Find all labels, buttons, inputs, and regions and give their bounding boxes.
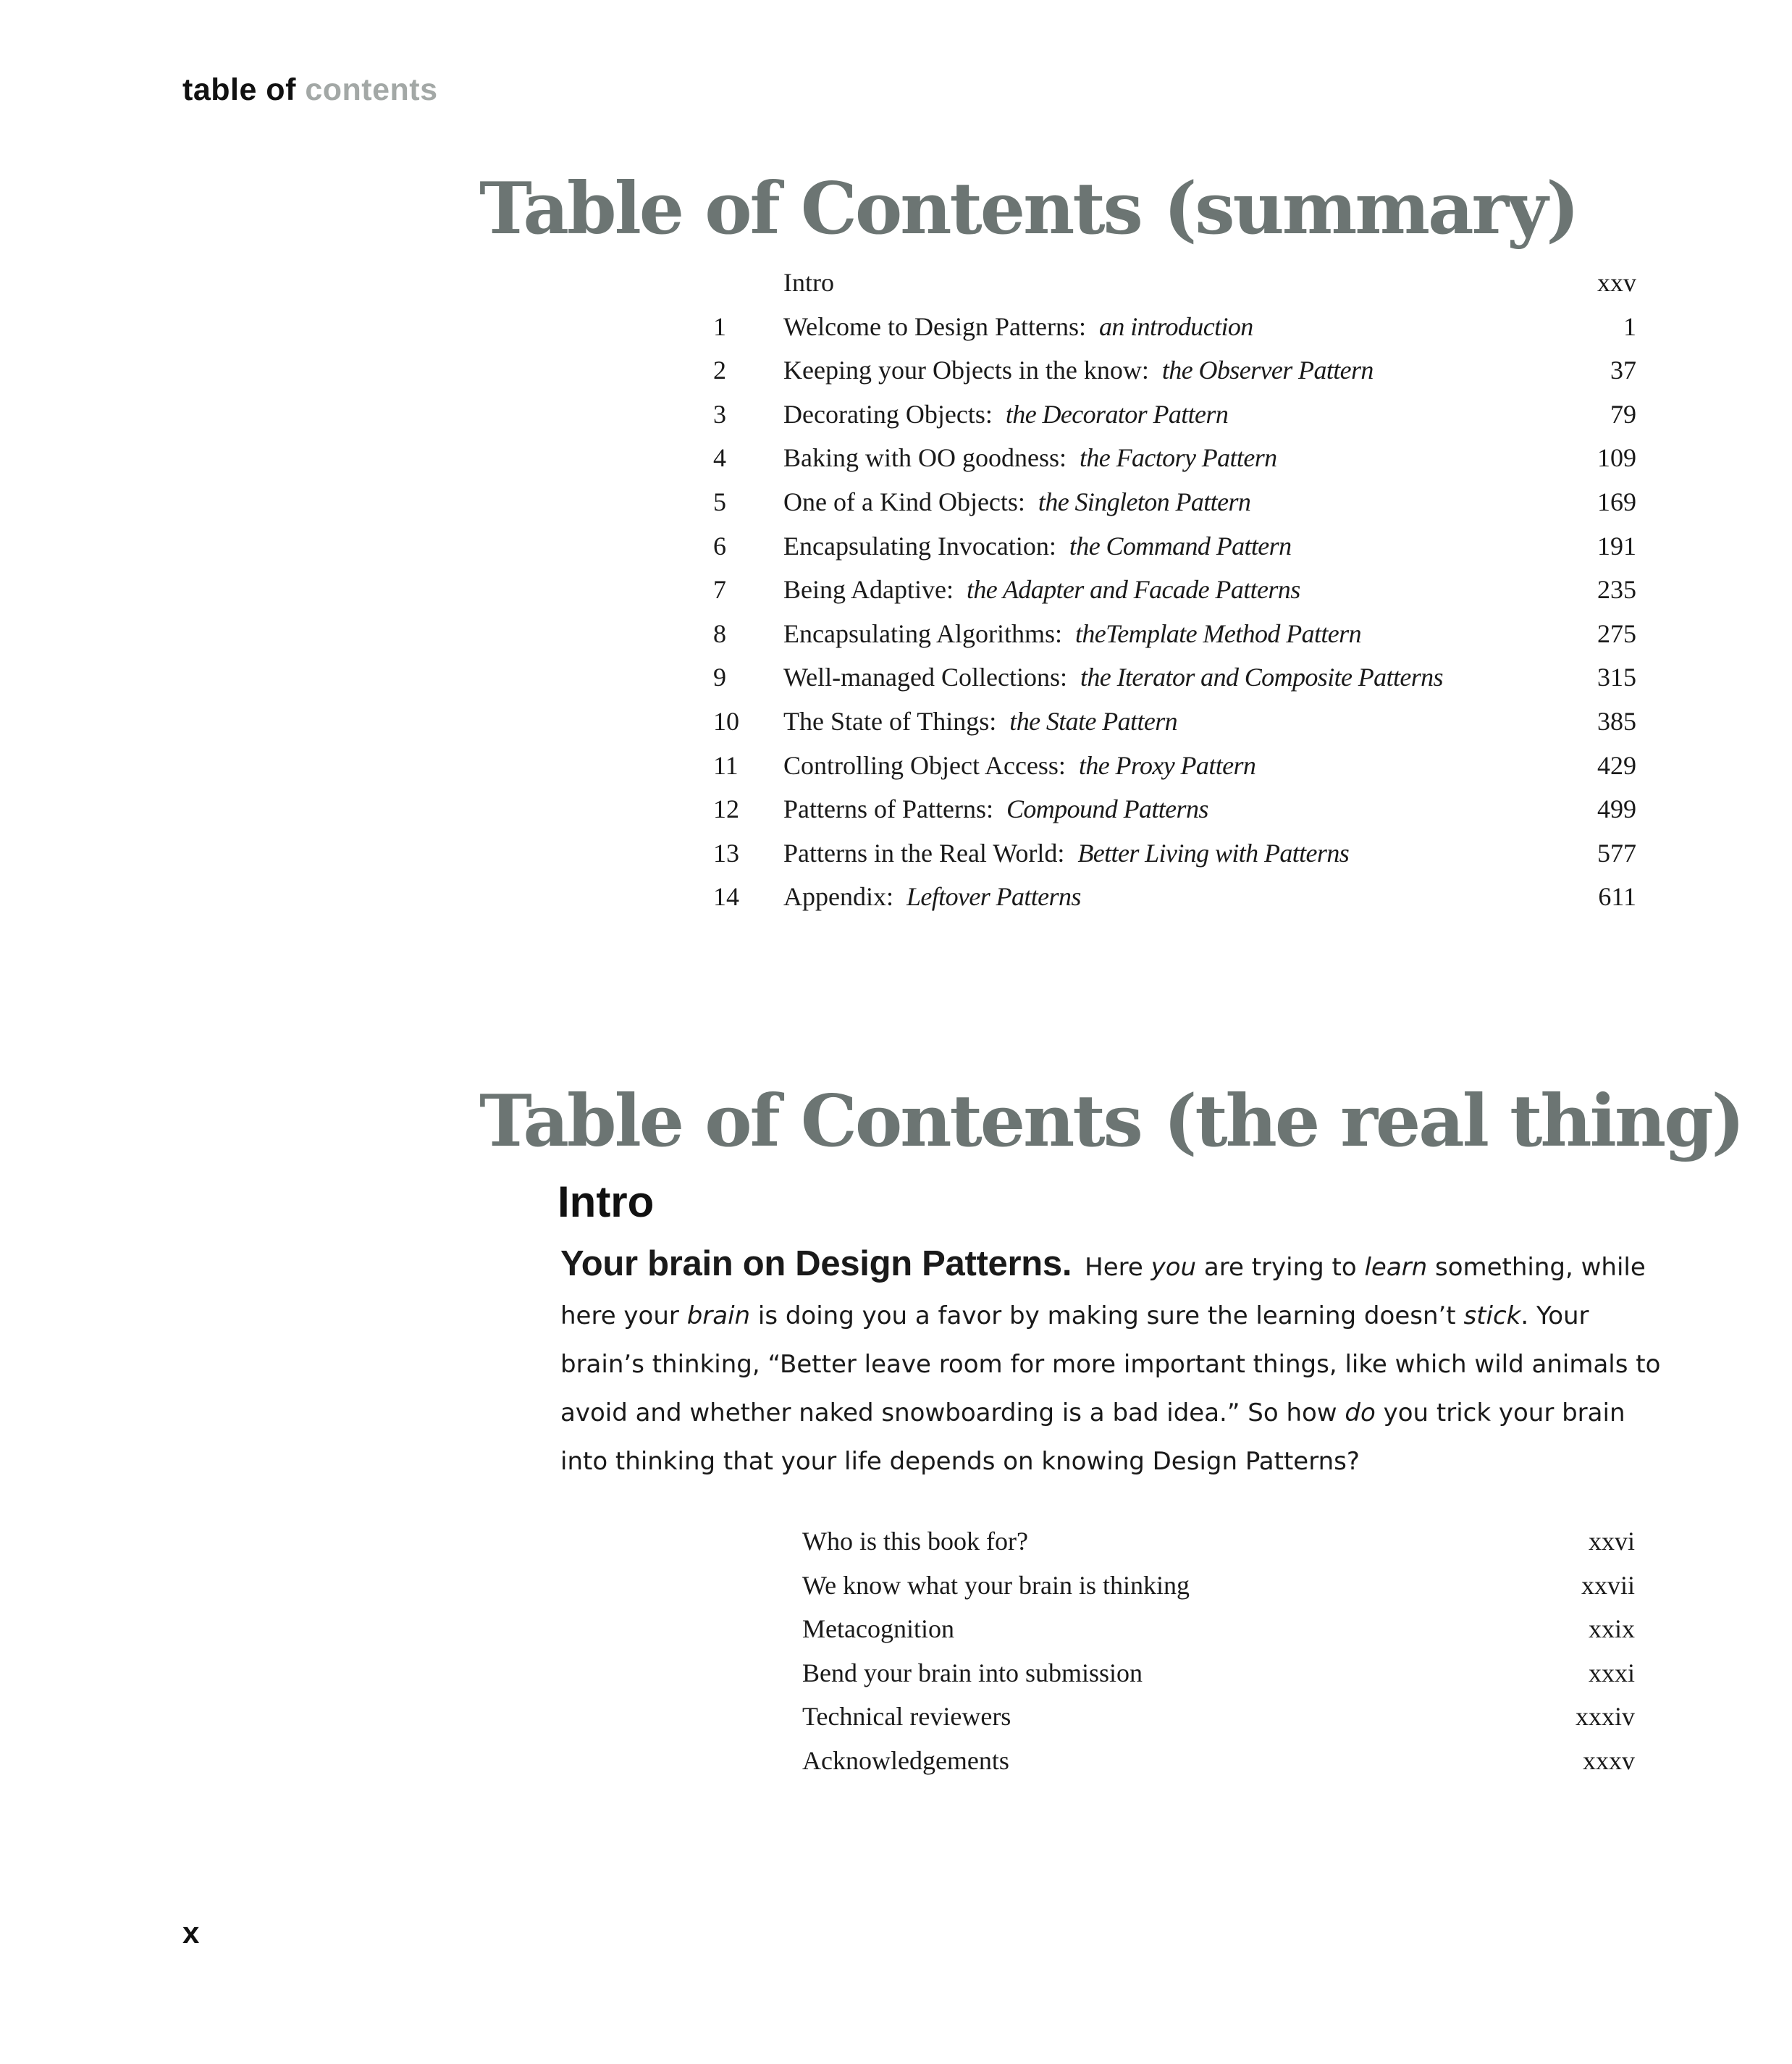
- chapter-title-text: Keeping your Objects in the know:: [783, 356, 1149, 385]
- chapter-subtitle: theTemplate Method Pattern: [1074, 618, 1361, 648]
- intro-heading: Intro: [558, 1178, 655, 1226]
- chapter-title-text: Encapsulating Invocation:: [783, 531, 1056, 561]
- chapter-title-text: The State of Things:: [783, 706, 997, 736]
- chapter-number: 5: [713, 487, 726, 516]
- page-ref: xxxv: [1583, 1745, 1635, 1775]
- chapter-title-text: One of a Kind Objects:: [783, 487, 1025, 516]
- page-ref: 169: [1597, 487, 1636, 516]
- page-ref: xxv: [1597, 268, 1636, 297]
- chapter-title: [783, 612, 1361, 655]
- toc-row: [713, 348, 1636, 393]
- page-ref: 611: [1598, 882, 1636, 912]
- chapter-number: 12: [713, 794, 739, 824]
- chapter-title-text: Appendix:: [783, 882, 893, 912]
- section-title: Acknowledgements: [802, 1745, 1009, 1775]
- section-row: [802, 1739, 1635, 1783]
- chapter-title-text: Intro: [783, 268, 834, 297]
- chapter-number: 13: [713, 838, 739, 868]
- intro-lead: Your brain on Design Patterns.: [560, 1244, 1072, 1283]
- toc-row: [713, 787, 1636, 831]
- chapter-title-text: Encapsulating Algorithms:: [783, 618, 1062, 648]
- chapter-subtitle: the Singleton Pattern: [1038, 487, 1251, 516]
- para-emphasis: learn: [1364, 1253, 1428, 1282]
- chapter-number: 11: [713, 750, 739, 780]
- chapter-subtitle: the Proxy Pattern: [1078, 750, 1256, 780]
- section-title: Metacognition: [802, 1614, 954, 1644]
- page-ref: xxvi: [1588, 1527, 1635, 1556]
- chapter-title-text: Controlling Object Access:: [783, 750, 1066, 780]
- para-emphasis: brain: [686, 1301, 751, 1330]
- chapter-title: [783, 524, 1291, 568]
- chapter-number: 8: [713, 618, 726, 648]
- para-text: . Your brain’s thinking, “Better leave room for more important things, like which wild animals to avoid and whether naked snowboarding is a bad idea.” So how: [560, 1301, 1661, 1427]
- section-row: [802, 1651, 1635, 1695]
- chapter-title-text: Patterns of Patterns:: [783, 794, 993, 824]
- chapter-title: [783, 655, 1443, 699]
- chapter-subtitle: the Adapter and Facade Patterns: [966, 575, 1300, 605]
- chapter-subtitle: the Observer Pattern: [1161, 356, 1374, 385]
- chapter-subtitle: Compound Patterns: [1006, 794, 1208, 824]
- summary-toc-list: [713, 261, 1636, 919]
- page-ref: xxxiv: [1575, 1702, 1635, 1732]
- chapter-title: [783, 348, 1374, 392]
- intro-paragraph: [560, 1240, 1661, 1486]
- chapter-number: 9: [713, 663, 726, 692]
- chapter-title: [783, 875, 1081, 918]
- page-ref: xxxi: [1588, 1658, 1635, 1687]
- chapter-number: 7: [713, 575, 726, 605]
- page-ref: 109: [1597, 443, 1636, 473]
- chapter-subtitle: the Command Pattern: [1069, 531, 1292, 561]
- page-ref: 385: [1597, 706, 1636, 736]
- chapter-number: 4: [713, 443, 726, 473]
- page-ref: 37: [1610, 356, 1636, 385]
- section-row: [802, 1564, 1635, 1608]
- page-ref: 191: [1597, 531, 1636, 561]
- toc-row: [713, 700, 1636, 744]
- running-head-first: table of: [182, 72, 296, 107]
- chapter-subtitle: an introduction: [1099, 311, 1253, 341]
- page-ref: 315: [1597, 663, 1636, 692]
- chapter-title: [783, 305, 1253, 348]
- section-row: [802, 1519, 1635, 1564]
- chapter-number: 14: [713, 882, 739, 912]
- toc-row: [713, 875, 1636, 919]
- chapter-title-text: Well-managed Collections:: [783, 663, 1067, 692]
- page-ref: 275: [1597, 618, 1636, 648]
- chapter-title: [783, 393, 1228, 436]
- para-emphasis: do: [1345, 1398, 1376, 1427]
- para-emphasis: you: [1151, 1253, 1197, 1282]
- chapter-title-text: Welcome to Design Patterns:: [783, 311, 1087, 341]
- chapter-title-text: Decorating Objects:: [783, 399, 993, 429]
- para-text: you trick your brain into thinking that your life depends on knowing Design Patterns?: [560, 1398, 1625, 1476]
- toc-row: [713, 744, 1636, 788]
- chapter-number: 3: [713, 399, 726, 429]
- chapter-title: [783, 436, 1277, 479]
- page-ref: 499: [1597, 794, 1636, 824]
- chapter-subtitle: the Decorator Pattern: [1005, 399, 1229, 429]
- chapter-number: 1: [713, 311, 726, 341]
- chapter-subtitle: the Iterator and Composite Patterns: [1080, 663, 1443, 692]
- chapter-subtitle: the Factory Pattern: [1080, 443, 1277, 473]
- section-title: Who is this book for?: [802, 1527, 1028, 1556]
- para-text: is doing you a favor by making sure the learning doesn’t: [750, 1301, 1464, 1330]
- chapter-subtitle: the State Pattern: [1009, 706, 1178, 736]
- chapter-number: 10: [713, 706, 739, 736]
- toc-row: [713, 480, 1636, 524]
- page-ref: 235: [1597, 575, 1636, 605]
- chapter-title: [783, 787, 1208, 831]
- section-title: Bend your brain into submission: [802, 1658, 1143, 1687]
- toc-row: [713, 436, 1636, 480]
- page-ref: 1: [1623, 311, 1636, 341]
- chapter-subtitle: Leftover Patterns: [906, 882, 1081, 912]
- chapter-number: 6: [713, 531, 726, 561]
- section-row: [802, 1695, 1635, 1739]
- chapter-subtitle: Better Living with Patterns: [1077, 838, 1350, 868]
- toc-row: [713, 831, 1636, 876]
- chapter-title-text: Being Adaptive:: [783, 575, 954, 605]
- page-ref: 429: [1597, 750, 1636, 780]
- para-text: Here: [1085, 1253, 1151, 1282]
- page-number: x: [182, 1916, 200, 1950]
- section-title: We know what your brain is thinking: [802, 1570, 1190, 1600]
- toc-row: [713, 612, 1636, 656]
- toc-row: [713, 393, 1636, 437]
- page-ref: 79: [1610, 399, 1636, 429]
- running-head-second: contents: [305, 72, 438, 107]
- chapter-number: 2: [713, 356, 726, 385]
- intro-sections-list: [802, 1519, 1635, 1783]
- chapter-title: [783, 831, 1349, 875]
- toc-row: [713, 655, 1636, 700]
- chapter-title-text: Patterns in the Real World:: [783, 838, 1065, 868]
- toc-row: [713, 261, 1636, 305]
- para-emphasis: stick: [1463, 1301, 1521, 1330]
- real-toc-title: Table of Contents (the real thing): [479, 1080, 1743, 1163]
- para-text: are trying to: [1196, 1253, 1365, 1282]
- chapter-title: [783, 261, 841, 304]
- running-head: [182, 72, 438, 108]
- page-ref: xxix: [1588, 1614, 1635, 1644]
- toc-row: [713, 524, 1636, 569]
- para-text: something, while here your: [560, 1253, 1646, 1330]
- toc-row: [713, 568, 1636, 612]
- section-row: [802, 1607, 1635, 1651]
- chapter-title-text: Baking with OO goodness:: [783, 443, 1067, 473]
- toc-row: [713, 305, 1636, 349]
- chapter-title: [783, 568, 1300, 611]
- page-ref: xxvii: [1581, 1570, 1635, 1600]
- summary-title: Table of Contents (summary): [479, 167, 1578, 251]
- section-title: Technical reviewers: [802, 1702, 1011, 1732]
- chapter-title: [783, 744, 1255, 787]
- page-ref: 577: [1597, 838, 1636, 868]
- chapter-title: [783, 480, 1250, 524]
- chapter-title: [783, 700, 1177, 743]
